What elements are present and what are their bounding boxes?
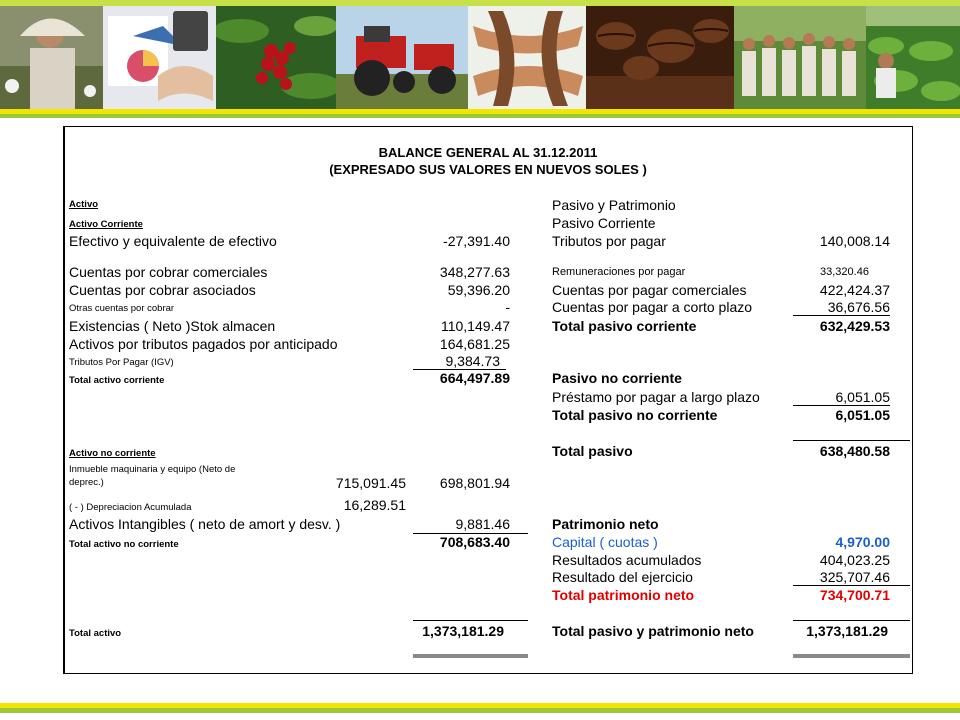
asset-value-associates-receivables: 59,396.20 [447, 282, 510, 298]
liability-label-trade-payables: Cuentas por pagar comerciales [552, 282, 747, 298]
short-term-payables-underline [793, 315, 890, 316]
grand-total-double-underline [793, 654, 910, 658]
asset-value-cash: -27,391.40 [443, 233, 510, 249]
asset-label-igv: Tributos Por Pagar (IGV) [69, 357, 174, 368]
asset-value-inventory: 110,149.47 [440, 318, 510, 334]
liability-label-salaries-payable: Remuneraciones por pagar [552, 266, 686, 278]
current-liabilities-header: Pasivo Corriente [552, 215, 656, 231]
long-term-loan-value: 6,051.05 [835, 389, 890, 405]
grand-total-top-line [793, 620, 910, 621]
depreciation-label: ( - ) Depreciacion Acumulada [69, 502, 192, 513]
noncurrent-liabilities-header: Pasivo no corriente [552, 370, 682, 386]
liability-value-salaries-payable: 33,320.46 [820, 266, 869, 278]
title-line-2: (EXPRESADO SUS VALORES EN NUEVOS SOLES ) [329, 162, 647, 177]
ppe-net-value: 698,801.94 [439, 475, 510, 491]
total-assets-label: Total activo [69, 628, 122, 639]
coffee-beans-photo [586, 6, 734, 109]
total-current-liabilities-value: 632,429.53 [819, 318, 890, 334]
footer-stripe-green [0, 708, 960, 713]
long-term-loan-underline [793, 405, 890, 406]
asset-value-other-receivables: - [505, 299, 510, 315]
tractor-photo [336, 6, 468, 109]
liability-value-short-term-payables: 36,676.56 [827, 299, 890, 315]
liability-label-taxes-payable: Tributos por pagar [552, 233, 666, 249]
period-result-underline [793, 585, 910, 586]
total-noncurrent-assets-value: 708,683.40 [439, 534, 510, 550]
asset-label-cash: Efectivo y equivalente de efectivo [69, 233, 277, 249]
ppe-gross-value: 715,091.45 [335, 475, 406, 491]
asset-label-prepaid-taxes: Activos por tributos pagados por anticipado [69, 336, 338, 352]
total-current-assets-label: Total activo corriente [69, 375, 165, 386]
coffee-cherries-photo [216, 6, 336, 109]
total-assets-top-line [413, 620, 528, 621]
capital-label: Capital ( cuotas ) [552, 534, 658, 550]
asset-label-associates-receivables: Cuentas por cobrar asociados [69, 282, 256, 298]
total-noncurrent-liabilities-value: 6,051.05 [835, 407, 890, 423]
asset-value-prepaid-taxes: 164,681.25 [439, 336, 510, 352]
joined-hands-photo [468, 6, 586, 109]
capital-value: 4,970.00 [835, 534, 890, 550]
long-term-loan-label: Préstamo por pagar a largo plazo [552, 389, 760, 405]
grand-total-label: Total pasivo y patrimonio neto [552, 623, 754, 639]
asset-value-igv: 9,384.73 [445, 353, 500, 369]
asset-label-other-receivables: Otras cuentas por cobrar [69, 303, 175, 314]
retained-earnings-label: Resultados acumulados [552, 552, 702, 568]
crop-field-photo [866, 6, 960, 109]
liabilities-equity-header: Pasivo y Patrimonio [552, 197, 676, 213]
depreciation-value: 16,289.51 [343, 497, 406, 513]
cotton-farmer-photo [0, 6, 103, 109]
handshake-calculator-photo [103, 6, 216, 109]
equity-header: Patrimonio neto [552, 516, 659, 532]
total-equity-label: Total patrimonio neto [552, 587, 695, 603]
liability-label-short-term-payables: Cuentas por pagar a corto plazo [552, 299, 753, 315]
retained-earnings-value: 404,023.25 [819, 552, 890, 568]
group-of-farmers-photo [734, 6, 866, 109]
assets-header: Activo [69, 199, 99, 210]
total-liabilities-label: Total pasivo [552, 443, 633, 459]
asset-label-trade-receivables: Cuentas por cobrar comerciales [69, 264, 268, 280]
grand-total-value: 1,373,181.29 [806, 623, 888, 639]
intangibles-value: 9,881.46 [455, 516, 510, 532]
current-assets-header: Activo Corriente [69, 219, 143, 230]
noncurrent-assets-header: Activo no corriente [69, 448, 156, 459]
banner-stripe-green [0, 114, 960, 118]
photo-banner [0, 6, 960, 109]
total-assets-double-underline [413, 654, 528, 658]
title-line-1: BALANCE GENERAL AL 31.12.2011 [378, 145, 598, 160]
period-result-value: 325,707.46 [819, 569, 890, 585]
total-equity-value: 734,700.71 [819, 587, 890, 603]
intangibles-label: Activos Intangibles ( neto de amort y desv. ) [69, 516, 341, 532]
liability-value-taxes-payable: 140,008.14 [819, 233, 890, 249]
total-current-liabilities-label: Total pasivo corriente [552, 318, 697, 334]
total-noncurrent-liabilities-label: Total pasivo no corriente [552, 407, 718, 423]
asset-value-trade-receivables: 348,277.63 [439, 264, 510, 280]
liability-value-trade-payables: 422,424.37 [819, 282, 890, 298]
total-noncurrent-assets-label: Total activo no corriente [69, 539, 179, 550]
ppe-label-line-2: deprec.) [69, 477, 104, 488]
total-noncurrent-liabilities-underline [793, 440, 910, 441]
asset-label-inventory: Existencias ( Neto )Stok almacen [69, 318, 276, 334]
period-result-label: Resultado del ejercicio [552, 569, 693, 585]
ppe-label-line-1: Inmueble maquinaria y equipo (Neto de [69, 464, 236, 475]
total-assets-value: 1,373,181.29 [422, 623, 504, 639]
total-current-assets-value: 664,497.89 [439, 370, 510, 386]
total-liabilities-value: 638,480.58 [819, 443, 890, 459]
